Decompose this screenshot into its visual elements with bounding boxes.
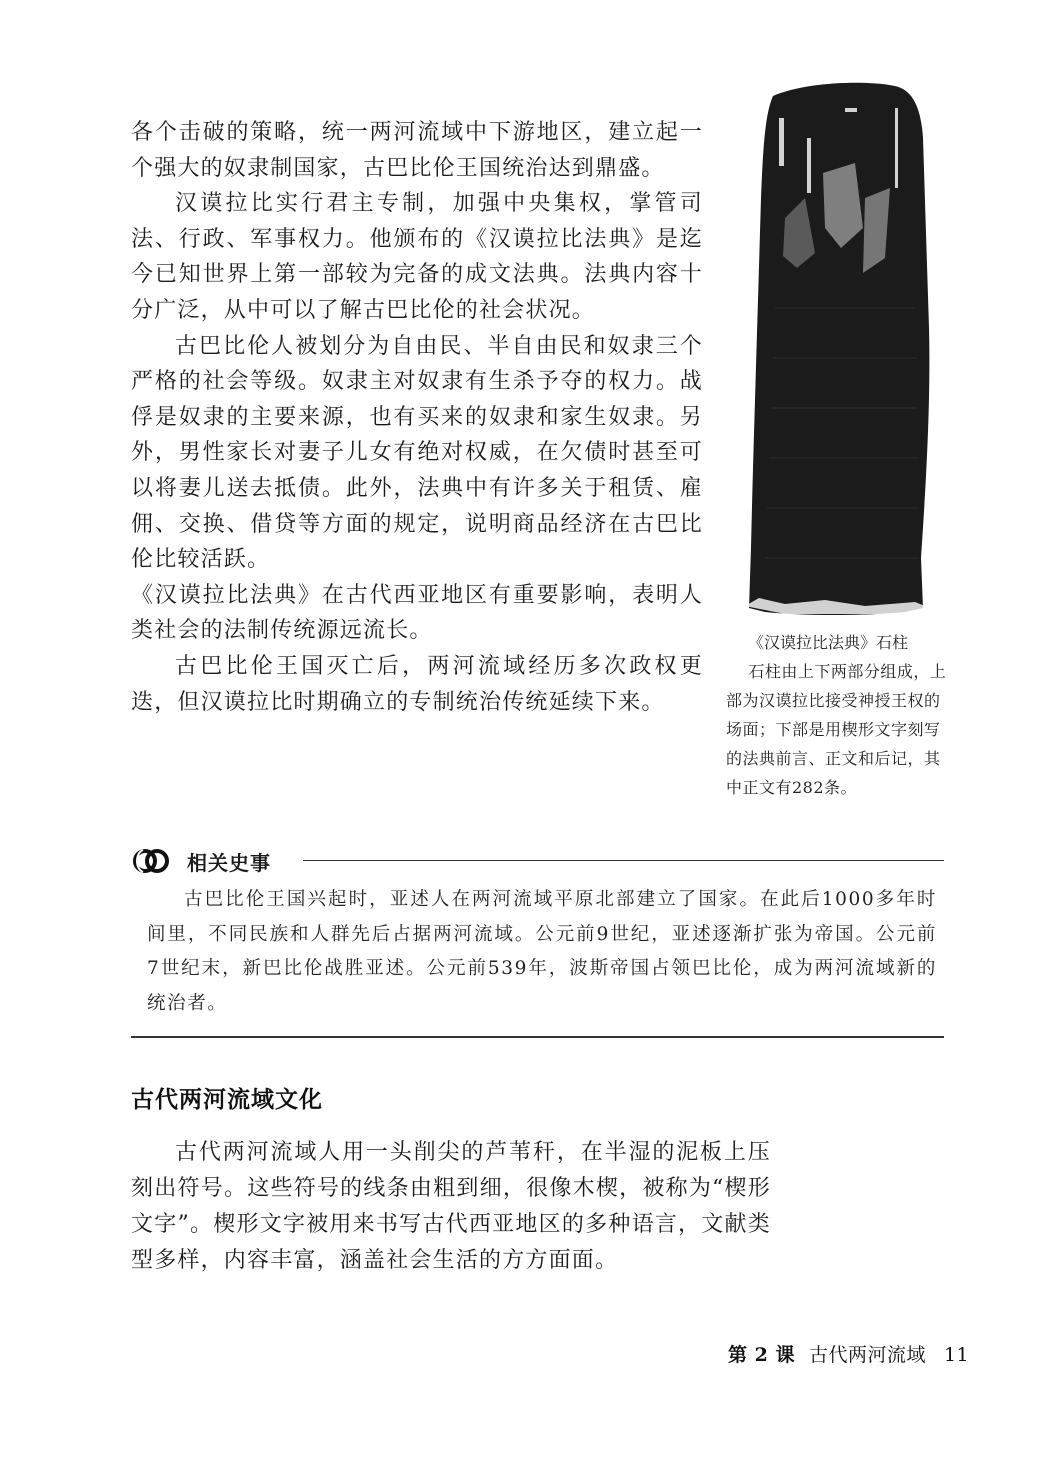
footer-chapter: 第 2 课 <box>728 1344 795 1366</box>
box-header-rule <box>303 860 944 861</box>
footer-title: 古代两河流域 <box>808 1344 926 1366</box>
figure-caption <box>726 628 956 802</box>
related-box-body <box>147 883 937 1021</box>
section-paragraph: 古代两河流域人用一头削尖的芦苇秆，在半湿的泥板上压刻出符号。这些符号的线条由粗到细，很像木楔，被称为“楔形文字”。楔形文字被用来书写古代西亚地区的多种语言，文献类型多样，内容丰富，涵盖社会生活的方方面面。 <box>131 1140 771 1273</box>
paragraph-4: 《汉谟拉比法典》在古代西亚地区有重要影响，表明人类社会的法制传统源远流长。 <box>131 582 703 644</box>
page-number: 11 <box>943 1344 970 1366</box>
paragraph-1: 各个击破的策略，统一两河流域中下游地区，建立起一个强大的奴隶制国家，古巴比伦王国统治达到鼎盛。 <box>131 120 703 181</box>
related-box-header <box>131 841 944 881</box>
figure-caption-title: 《汉谟拉比法典》石柱 <box>748 633 909 652</box>
paragraph-3: 古巴比伦人被划分为自由民、半自由民和奴隶三个严格的社会等级。奴隶主对奴隶有生杀予夺的权力。战俘是奴隶的主要来源，也有买来的奴隶和家生奴隶。另外，男性家长对妻子儿女有绝对权威，在欠债时甚至可以将妻儿送去抵债。此外，法典中有许多关于租赁、雇佣、交换、借贷等方面的规定，说明商品经济在古巴比伦比较活跃。 <box>131 333 703 573</box>
hammurabi-stele-image <box>745 78 960 618</box>
page-footer <box>728 1340 969 1367</box>
figure-caption-body: 石柱由上下两部分组成，上部为汉谟拉比接受神授王权的场面；下部是用楔形文字刻写的法典前言、正文和后记，其中正文有282条。 <box>726 662 947 797</box>
spiral-knot-icon <box>131 841 171 881</box>
related-box-title: 相关史事 <box>187 851 271 875</box>
main-body-text <box>131 115 703 720</box>
section-body-text <box>131 1135 771 1279</box>
paragraph-5: 古巴比伦王国灭亡后，两河流域经历多次政权更迭，但汉谟拉比时期确立的专制统治传统延续下来。 <box>131 653 703 715</box>
box-bottom-rule <box>131 1036 944 1038</box>
section-heading: 古代两河流域文化 <box>131 1087 323 1113</box>
related-box-text: 古巴比伦王国兴起时，亚述人在两河流域平原北部建立了国家。在此后1000多年时间里，不同民族和人群先后占据两河流域。公元前9世纪，亚述逐渐扩张为帝国。公元前7世纪末，新巴比伦战胜亚述。公元前539年，波斯帝国占领巴比伦，成为两河流域新的统治者。 <box>147 889 937 1014</box>
paragraph-2: 汉谟拉比实行君主专制，加强中央集权，掌管司法、行政、军事权力。他颁布的《汉谟拉比法典》是迄今已知世界上第一部较为完备的成文法典。法典内容十分广泛，从中可以了解古巴比伦的社会状况。 <box>131 191 703 323</box>
